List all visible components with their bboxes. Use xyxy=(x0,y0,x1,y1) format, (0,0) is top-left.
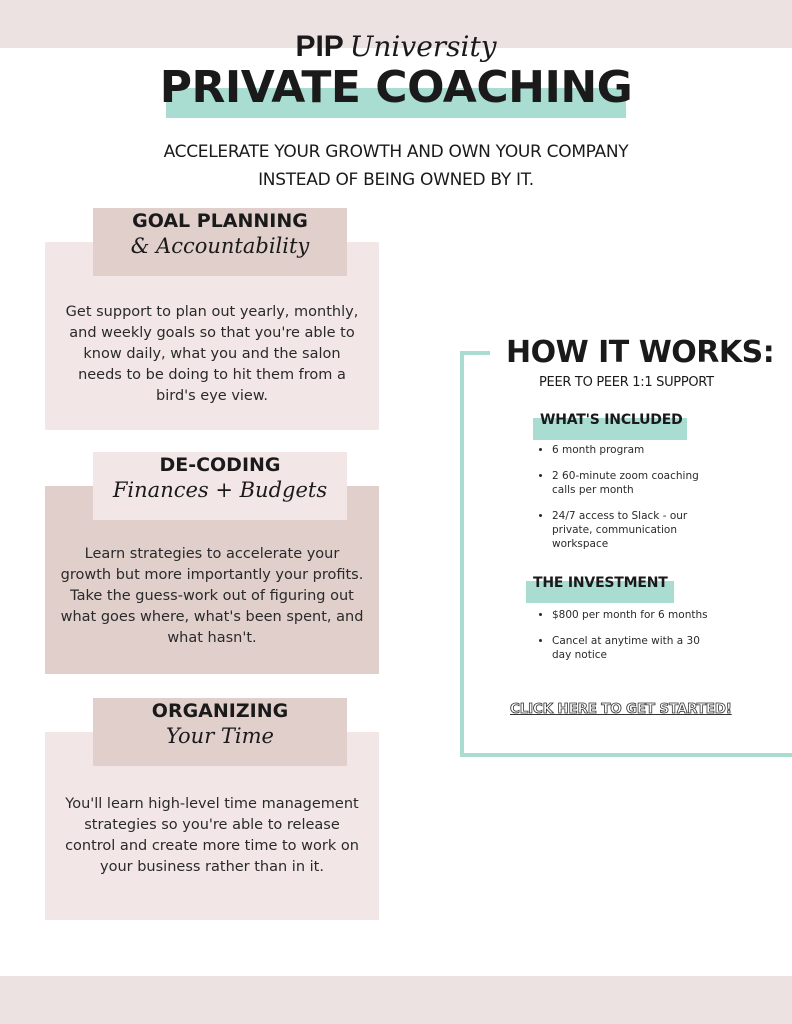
frame-line xyxy=(460,351,490,355)
card-organizing-tag xyxy=(93,698,347,766)
card-heading: ORGANIZING xyxy=(151,700,289,722)
list-item: • 6 month program xyxy=(552,443,712,457)
card-heading: GOAL PLANNING xyxy=(132,210,308,232)
how-it-works-title: HOW IT WORKS: xyxy=(506,335,775,370)
whats-included-list xyxy=(538,443,712,563)
card-script: & Accountability xyxy=(130,234,310,258)
frame-line xyxy=(460,753,792,757)
list-item: • Cancel at anytime with a 30 day notice xyxy=(552,634,712,662)
list-item: • $800 per month for 6 months xyxy=(552,608,712,622)
card-decoding-tag xyxy=(93,452,347,520)
frame-line xyxy=(460,351,464,757)
card-script: Finances + Budgets xyxy=(112,478,328,502)
investment-list xyxy=(538,608,712,674)
brand-logo xyxy=(0,30,792,64)
bottom-band xyxy=(0,976,792,1024)
how-it-works-subtitle: PEER TO PEER 1:1 SUPPORT xyxy=(539,375,714,390)
card-heading: DE-CODING xyxy=(159,454,281,476)
brand-script: University xyxy=(349,30,497,63)
card-body: You'll learn high-level time management strategies so you're able to release control and create more time to work on your business rather than in it. xyxy=(65,796,359,875)
card-body: Learn strategies to accelerate your growth but more importantly your profits. Take the guess-work out of figuring out what goes where, what's been spent, and what hasn't. xyxy=(60,546,364,646)
whats-included-title: WHAT'S INCLUDED xyxy=(540,412,683,428)
card-body: Get support to plan out yearly, monthly, and weekly goals so that you're able to know daily, what you and the salon needs to be doing to hit them from a bird's eye view. xyxy=(65,304,359,404)
investment-title: THE INVESTMENT xyxy=(533,575,668,591)
page-title: PRIVATE COACHING xyxy=(159,62,633,113)
get-started-link[interactable]: CLICK HERE TO GET STARTED! xyxy=(510,701,732,717)
card-script: Your Time xyxy=(166,724,274,748)
list-item: • 24/7 access to Slack - our private, communication workspace xyxy=(552,509,712,551)
list-item: • 2 60-minute zoom coaching calls per month xyxy=(552,469,712,497)
brand-name: PIP xyxy=(295,30,344,63)
page-subtitle: ACCELERATE YOUR GROWTH AND OWN YOUR COMPANY INSTEAD OF BEING OWNED BY IT. xyxy=(163,142,629,190)
card-goal-planning-tag xyxy=(93,208,347,276)
